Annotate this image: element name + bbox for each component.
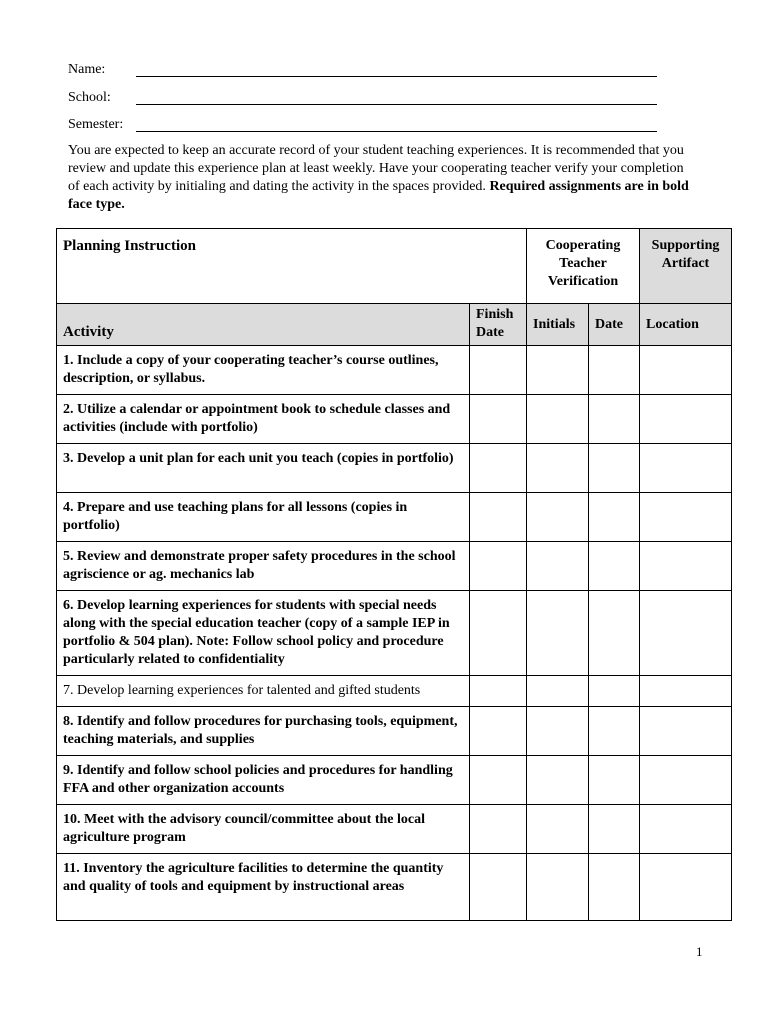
date-column-header: Date (589, 304, 640, 346)
activity-text: 2. Utilize a calendar or appointment book to schedule classes and activities (include with portfolio) (57, 395, 470, 444)
location-cell[interactable] (640, 805, 732, 854)
planning-instruction-table (56, 228, 732, 921)
location-cell[interactable] (640, 346, 732, 395)
table-row (57, 805, 732, 854)
name-label: Name: (68, 62, 106, 77)
initials-column-header: Initials (527, 304, 589, 346)
finish-date-column-header: Finish Date (470, 304, 527, 346)
section-title: Planning Instruction (57, 229, 527, 304)
initials-cell[interactable] (527, 346, 589, 395)
activity-text: 5. Review and demonstrate proper safety procedures in the school agriscience or ag. mechanics lab (57, 542, 470, 591)
location-cell[interactable] (640, 707, 732, 756)
date-cell[interactable] (589, 444, 640, 493)
table-row (57, 707, 732, 756)
location-cell[interactable] (640, 854, 732, 921)
finish-date-cell[interactable] (470, 707, 527, 756)
table-row (57, 591, 732, 676)
initials-cell[interactable] (527, 854, 589, 921)
initials-cell[interactable] (527, 395, 589, 444)
initials-cell[interactable] (527, 676, 589, 707)
coop-verification-header: Cooperating Teacher Verification (527, 229, 640, 304)
supporting-artifact-header: Supporting Artifact (640, 229, 732, 304)
school-input-line[interactable] (136, 104, 657, 105)
date-cell[interactable] (589, 542, 640, 591)
location-cell[interactable] (640, 756, 732, 805)
initials-cell[interactable] (527, 542, 589, 591)
activity-text: 7. Develop learning experiences for talented and gifted students (57, 676, 470, 707)
page-number: 1 (696, 944, 703, 959)
initials-cell[interactable] (527, 756, 589, 805)
location-cell[interactable] (640, 493, 732, 542)
semester-label: Semester: (68, 117, 124, 132)
activity-text: 11. Inventory the agriculture facilities to determine the quantity and quality of tools and equipment by instructional areas (57, 854, 470, 921)
date-cell[interactable] (589, 756, 640, 805)
activity-text: 4. Prepare and use teaching plans for all lessons (copies in portfolio) (57, 493, 470, 542)
table-row (57, 493, 732, 542)
date-cell[interactable] (589, 395, 640, 444)
activity-text: 10. Meet with the advisory council/committee about the local agriculture program (57, 805, 470, 854)
date-cell[interactable] (589, 805, 640, 854)
table-row (57, 395, 732, 444)
finish-date-cell[interactable] (470, 542, 527, 591)
finish-date-cell[interactable] (470, 676, 527, 707)
location-cell[interactable] (640, 676, 732, 707)
instructions-text: You are expected to keep an accurate record of your student teaching experiences. It is recommended that you review and update this experience plan at least weekly. Have your cooperating teacher verify your completion of each activity by initialing and dating the activity in the spaces provided. (68, 143, 684, 194)
date-cell[interactable] (589, 493, 640, 542)
location-column-header: Location (640, 304, 732, 346)
name-input-line[interactable] (136, 76, 657, 77)
date-cell[interactable] (589, 346, 640, 395)
table-row (57, 444, 732, 493)
instructions-bold-text: Required assignments are in bold face type. (68, 179, 689, 212)
location-cell[interactable] (640, 542, 732, 591)
initials-cell[interactable] (527, 805, 589, 854)
activity-column-header: Activity (57, 304, 470, 346)
finish-date-cell[interactable] (470, 444, 527, 493)
finish-date-cell[interactable] (470, 854, 527, 921)
instructions-paragraph (68, 142, 698, 214)
initials-cell[interactable] (527, 707, 589, 756)
activity-text: 3. Develop a unit plan for each unit you teach (copies in portfolio) (57, 444, 470, 493)
location-cell[interactable] (640, 395, 732, 444)
table-row (57, 756, 732, 805)
date-cell[interactable] (589, 591, 640, 676)
table-row (57, 346, 732, 395)
date-cell[interactable] (589, 854, 640, 921)
finish-date-cell[interactable] (470, 756, 527, 805)
activity-text: 9. Identify and follow school policies and procedures for handling FFA and other organization accounts (57, 756, 470, 805)
activity-text: 1. Include a copy of your cooperating teacher’s course outlines, description, or syllabus. (57, 346, 470, 395)
activity-text: 6. Develop learning experiences for students with special needs along with the special education teacher (copy of a sample IEP in portfolio & 504 plan). Note: Follow school policy and procedure particularly related to confidentiality (57, 591, 470, 676)
finish-date-cell[interactable] (470, 346, 527, 395)
initials-cell[interactable] (527, 493, 589, 542)
activity-text: 8. Identify and follow procedures for purchasing tools, equipment, teaching materials, and supplies (57, 707, 470, 756)
location-cell[interactable] (640, 591, 732, 676)
initials-cell[interactable] (527, 444, 589, 493)
date-cell[interactable] (589, 676, 640, 707)
school-label: School: (68, 90, 111, 105)
table-row (57, 542, 732, 591)
semester-input-line[interactable] (136, 131, 657, 132)
table-row (57, 676, 732, 707)
finish-date-cell[interactable] (470, 395, 527, 444)
initials-cell[interactable] (527, 591, 589, 676)
finish-date-cell[interactable] (470, 805, 527, 854)
finish-date-cell[interactable] (470, 591, 527, 676)
location-cell[interactable] (640, 444, 732, 493)
finish-date-cell[interactable] (470, 493, 527, 542)
table-row (57, 854, 732, 921)
date-cell[interactable] (589, 707, 640, 756)
